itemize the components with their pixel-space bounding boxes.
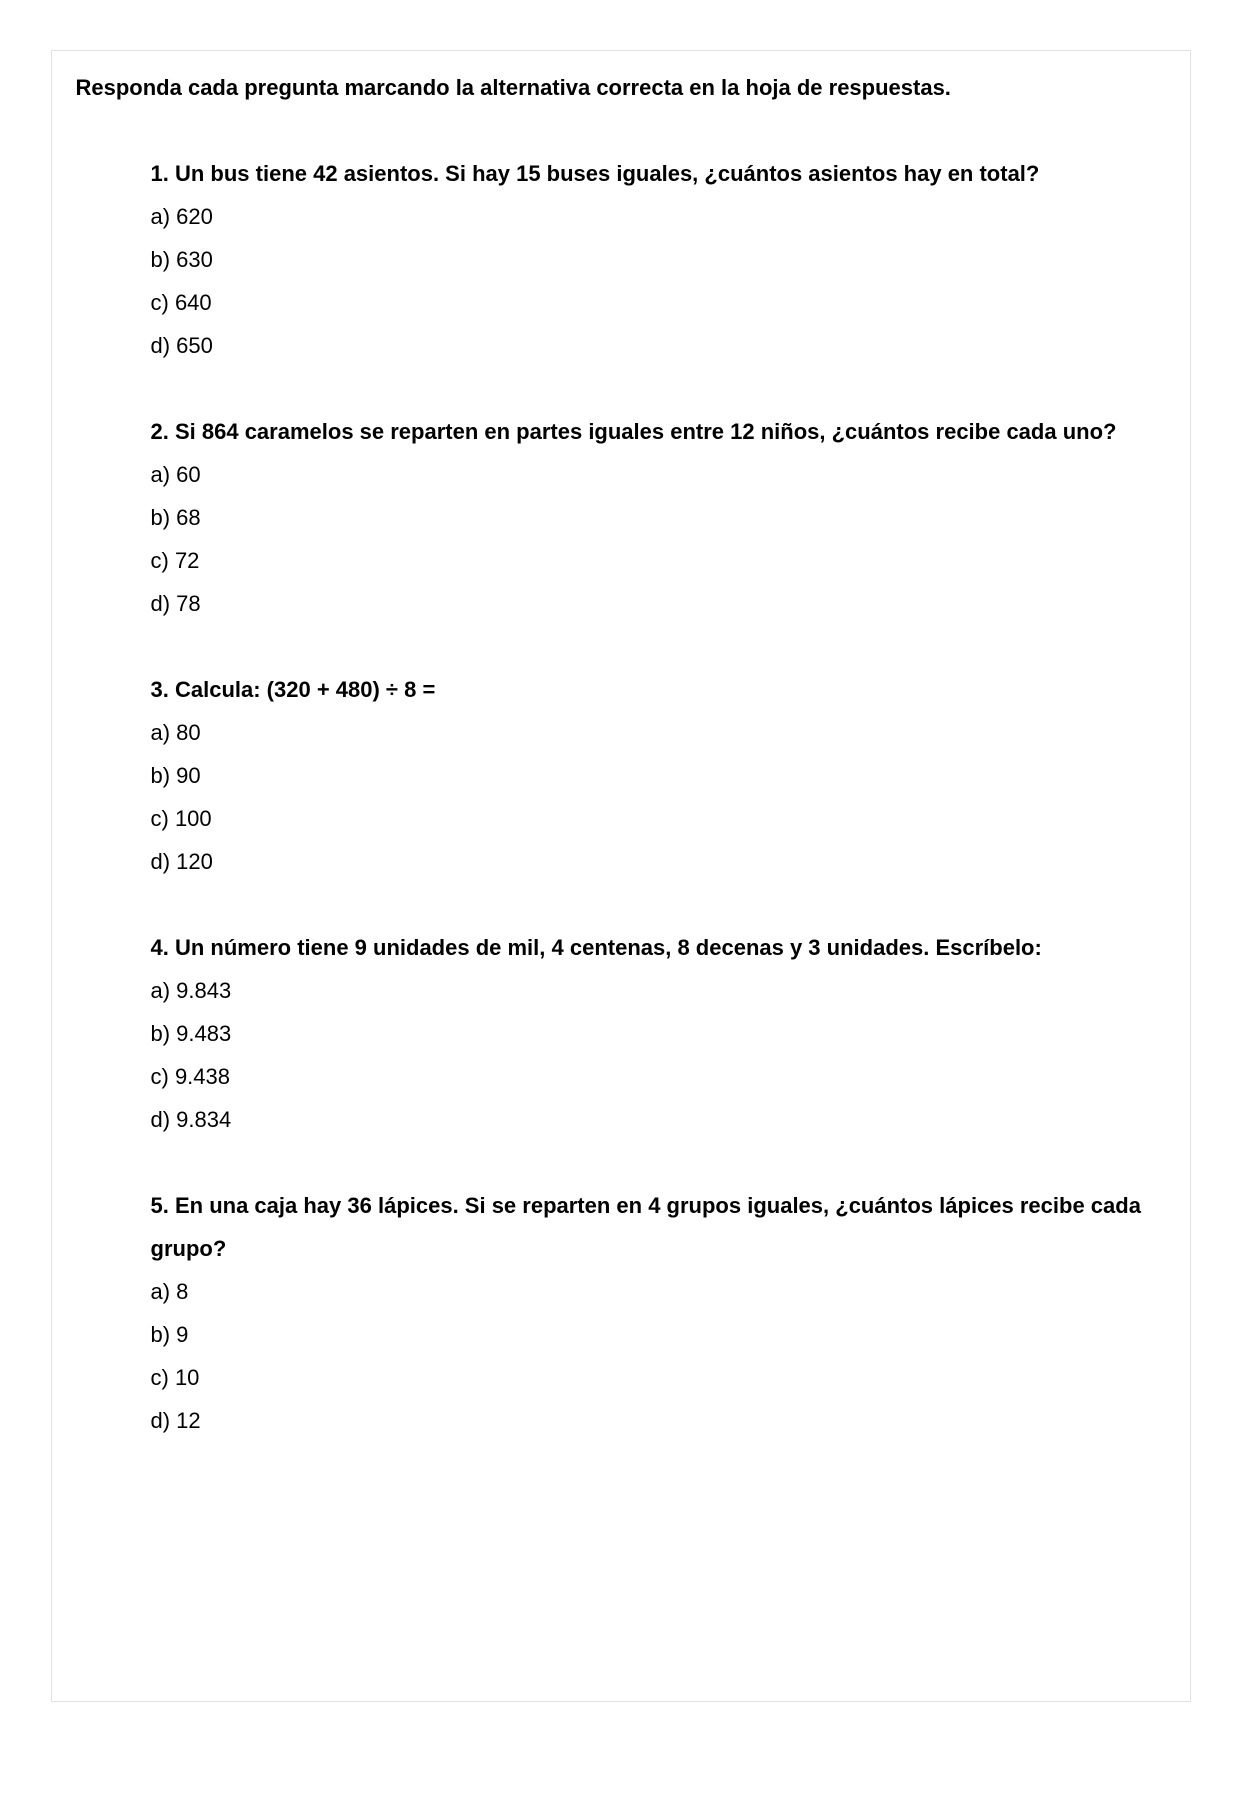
question-number: 5. [150, 1193, 169, 1218]
answer-option: a) 620 [150, 204, 213, 229]
question-text [151, 152, 1166, 195]
answer-option: d) 650 [150, 333, 213, 358]
question-text [151, 410, 1166, 453]
answer-option: a) 9.843 [150, 978, 232, 1003]
answer-option: a) 80 [150, 720, 201, 745]
answer-option: b) 90 [150, 763, 201, 788]
answer-option: b) 68 [150, 505, 201, 530]
answer-option: b) 630 [150, 247, 213, 272]
answer-option: c) 10 [150, 1365, 200, 1390]
question-number: 3. [150, 677, 169, 702]
answer-option: b) 9 [150, 1322, 189, 1347]
question-block-5 [151, 1184, 1166, 1442]
answer-option: c) 640 [150, 290, 212, 315]
answer-option: d) 9.834 [150, 1107, 232, 1132]
question-text [151, 668, 1166, 711]
answer-option: c) 72 [150, 548, 200, 573]
answer-option: a) 8 [150, 1279, 189, 1304]
question-body: Si 864 caramelos se reparten en partes iguales entre 12 niños, ¿cuántos recibe cada uno? [174, 419, 1117, 444]
question-number: 2. [150, 419, 169, 444]
answer-option: c) 9.438 [150, 1064, 230, 1089]
answer-option: d) 12 [150, 1408, 201, 1433]
question-block-1 [151, 152, 1166, 367]
question-text [151, 1184, 1166, 1270]
question-list [151, 152, 1166, 1442]
question-body: Calcula: (320 + 480) ÷ 8 = [174, 677, 436, 702]
question-block-4 [151, 926, 1166, 1141]
question-block-2 [151, 410, 1166, 625]
question-text [151, 926, 1166, 969]
question-block-3 [151, 668, 1166, 883]
question-number: 1. [150, 161, 169, 186]
answer-option: d) 78 [150, 591, 201, 616]
question-body: En una caja hay 36 lápices. Si se reparten en 4 grupos iguales, ¿cuántos lápices recibe cada grupo? [150, 1193, 1141, 1261]
worksheet-page [51, 50, 1191, 1702]
question-body: Un bus tiene 42 asientos. Si hay 15 buses iguales, ¿cuántos asientos hay en total? [174, 161, 1040, 186]
answer-option: b) 9.483 [150, 1021, 232, 1046]
answer-option: a) 60 [150, 462, 201, 487]
answer-option: d) 120 [150, 849, 213, 874]
question-body: Un número tiene 9 unidades de mil, 4 centenas, 8 decenas y 3 unidades. Escríbelo: [174, 935, 1042, 960]
question-number: 4. [150, 935, 169, 960]
answer-option: c) 100 [150, 806, 212, 831]
instructions-text: Responda cada pregunta marcando la alternativa correcta en la hoja de respuestas. [75, 75, 951, 100]
